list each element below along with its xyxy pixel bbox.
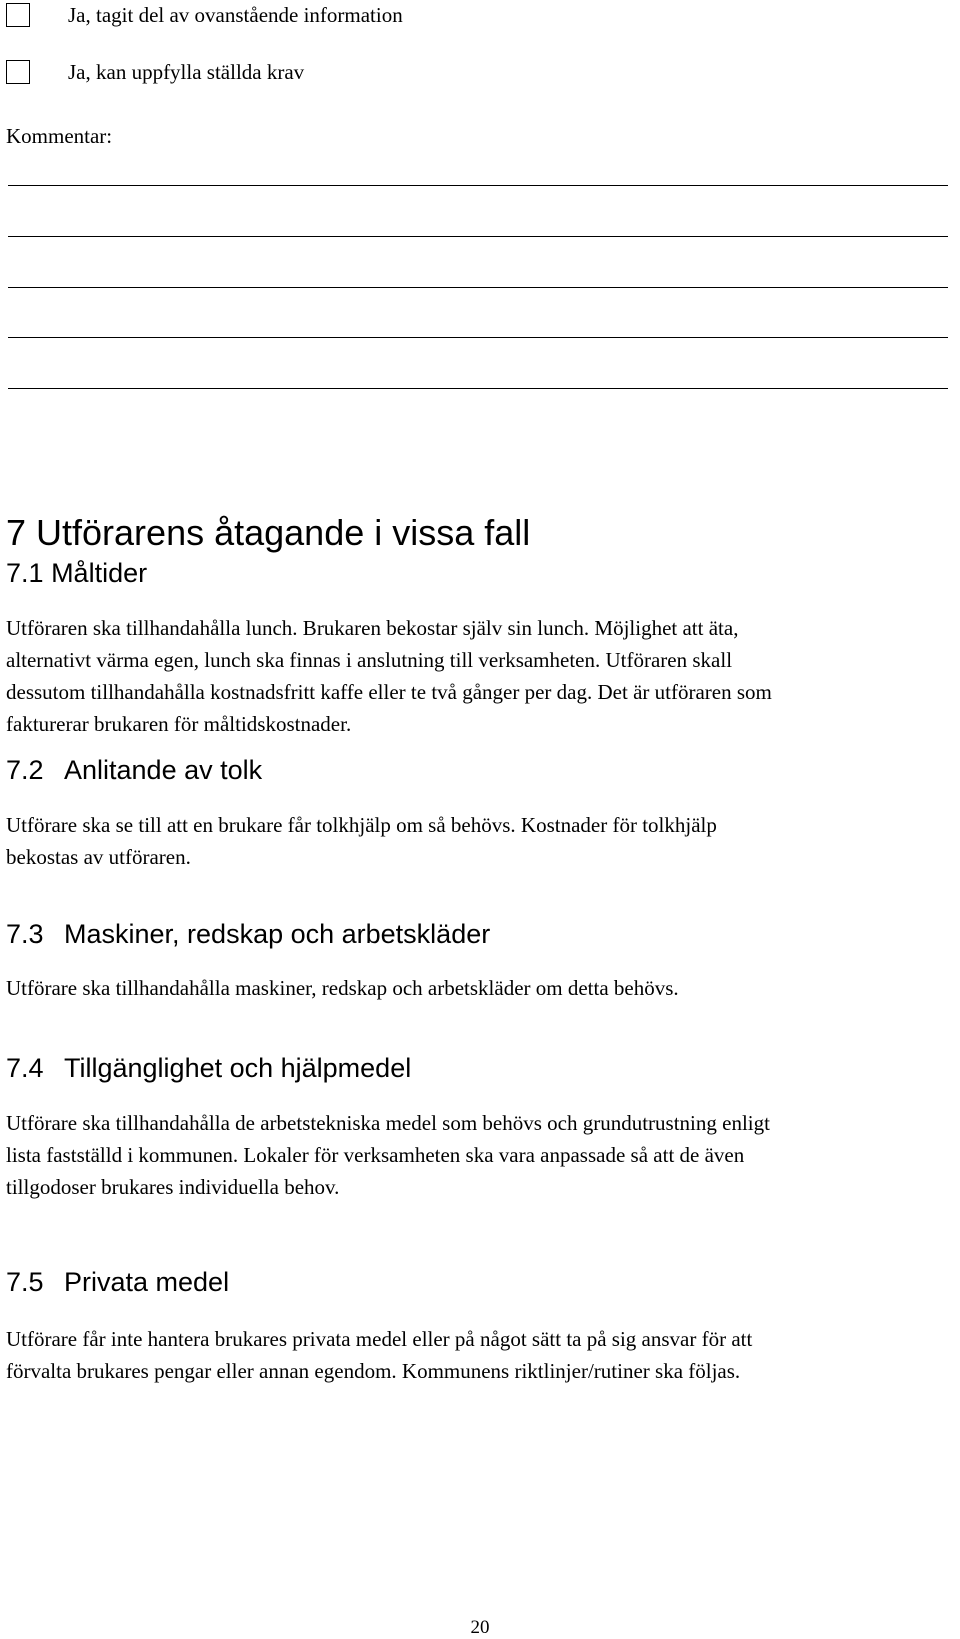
subsection-heading-7-3 (6, 918, 490, 950)
subsection-heading-7-4 (6, 1052, 411, 1084)
section-heading: 7 Utförarens åtagande i vissa fall (6, 512, 531, 553)
subsection-heading-7-1 (6, 557, 147, 589)
subsection-title: Maskiner, redskap och arbetskläder (64, 919, 491, 949)
subsection-heading-7-2 (6, 754, 262, 786)
checkbox-label-uppfylla-krav: Ja, kan uppfylla ställda krav (68, 60, 305, 84)
paragraph-7-1 (6, 612, 950, 740)
text-line: Utförare ska tillhandahålla de arbetstekniska medel som behövs och grundutrustning enligt (6, 1111, 770, 1135)
subsection-number: 7.4 (6, 1053, 44, 1083)
text-line: Utförare ska se till att en brukare får tolkhjälp om så behövs. Kostnader för tolkhjälp (6, 813, 717, 837)
comment-line-2[interactable] (8, 236, 948, 237)
paragraph-7-2 (6, 809, 950, 873)
text-line: Utförare får inte hantera brukares privata medel eller på något sätt ta på sig ansvar för att (6, 1327, 753, 1351)
subsection-title: Privata medel (64, 1267, 230, 1297)
paragraph-7-3 (6, 972, 950, 1004)
subsection-number: 7.3 (6, 919, 44, 949)
checkbox-tagit-del[interactable] (6, 3, 30, 27)
text-line: lista fastställd i kommunen. Lokaler för verksamheten ska vara anpassade så att de även (6, 1143, 745, 1167)
subsection-number: 7.1 (6, 558, 44, 588)
comment-line-3[interactable] (8, 287, 948, 288)
checkbox-uppfylla-krav[interactable] (6, 60, 30, 84)
text-line: förvalta brukares pengar eller annan egendom. Kommunens riktlinjer/rutiner ska följas. (6, 1359, 741, 1383)
comment-line-5[interactable] (8, 388, 948, 389)
paragraph-7-4 (6, 1107, 950, 1203)
text-line: bekostas av utföraren. (6, 845, 191, 869)
subsection-title: Anlitande av tolk (64, 755, 263, 785)
subsection-heading-7-5 (6, 1266, 229, 1298)
subsection-number: 7.2 (6, 755, 44, 785)
comment-line-4[interactable] (8, 337, 948, 338)
text-line: Utförare ska tillhandahålla maskiner, redskap och arbetskläder om detta behövs. (6, 976, 679, 1000)
text-line: tillgodoser brukares individuella behov. (6, 1175, 340, 1199)
text-line: Utföraren ska tillhandahålla lunch. Brukaren bekostar själv sin lunch. Möjlighet att äta, (6, 616, 739, 640)
comment-label: Kommentar: (6, 124, 113, 148)
comment-line-1[interactable] (8, 185, 948, 186)
page-number: 20 (470, 1617, 490, 1638)
paragraph-7-5 (6, 1323, 950, 1387)
subsection-title: Tillgänglighet och hjälpmedel (64, 1053, 412, 1083)
checkbox-label-tagit-del: Ja, tagit del av ovanstående information (68, 3, 403, 27)
text-line: dessutom tillhandahålla kostnadsfritt kaffe eller te två gånger per dag. Det är utföraren som (6, 680, 772, 704)
subsection-number: 7.5 (6, 1267, 44, 1297)
text-line: fakturerar brukaren för måltidskostnader. (6, 712, 352, 736)
subsection-title: Måltider (51, 558, 148, 588)
text-line: alternativt värma egen, lunch ska finnas i anslutning till verksamheten. Utföraren skall (6, 648, 733, 672)
